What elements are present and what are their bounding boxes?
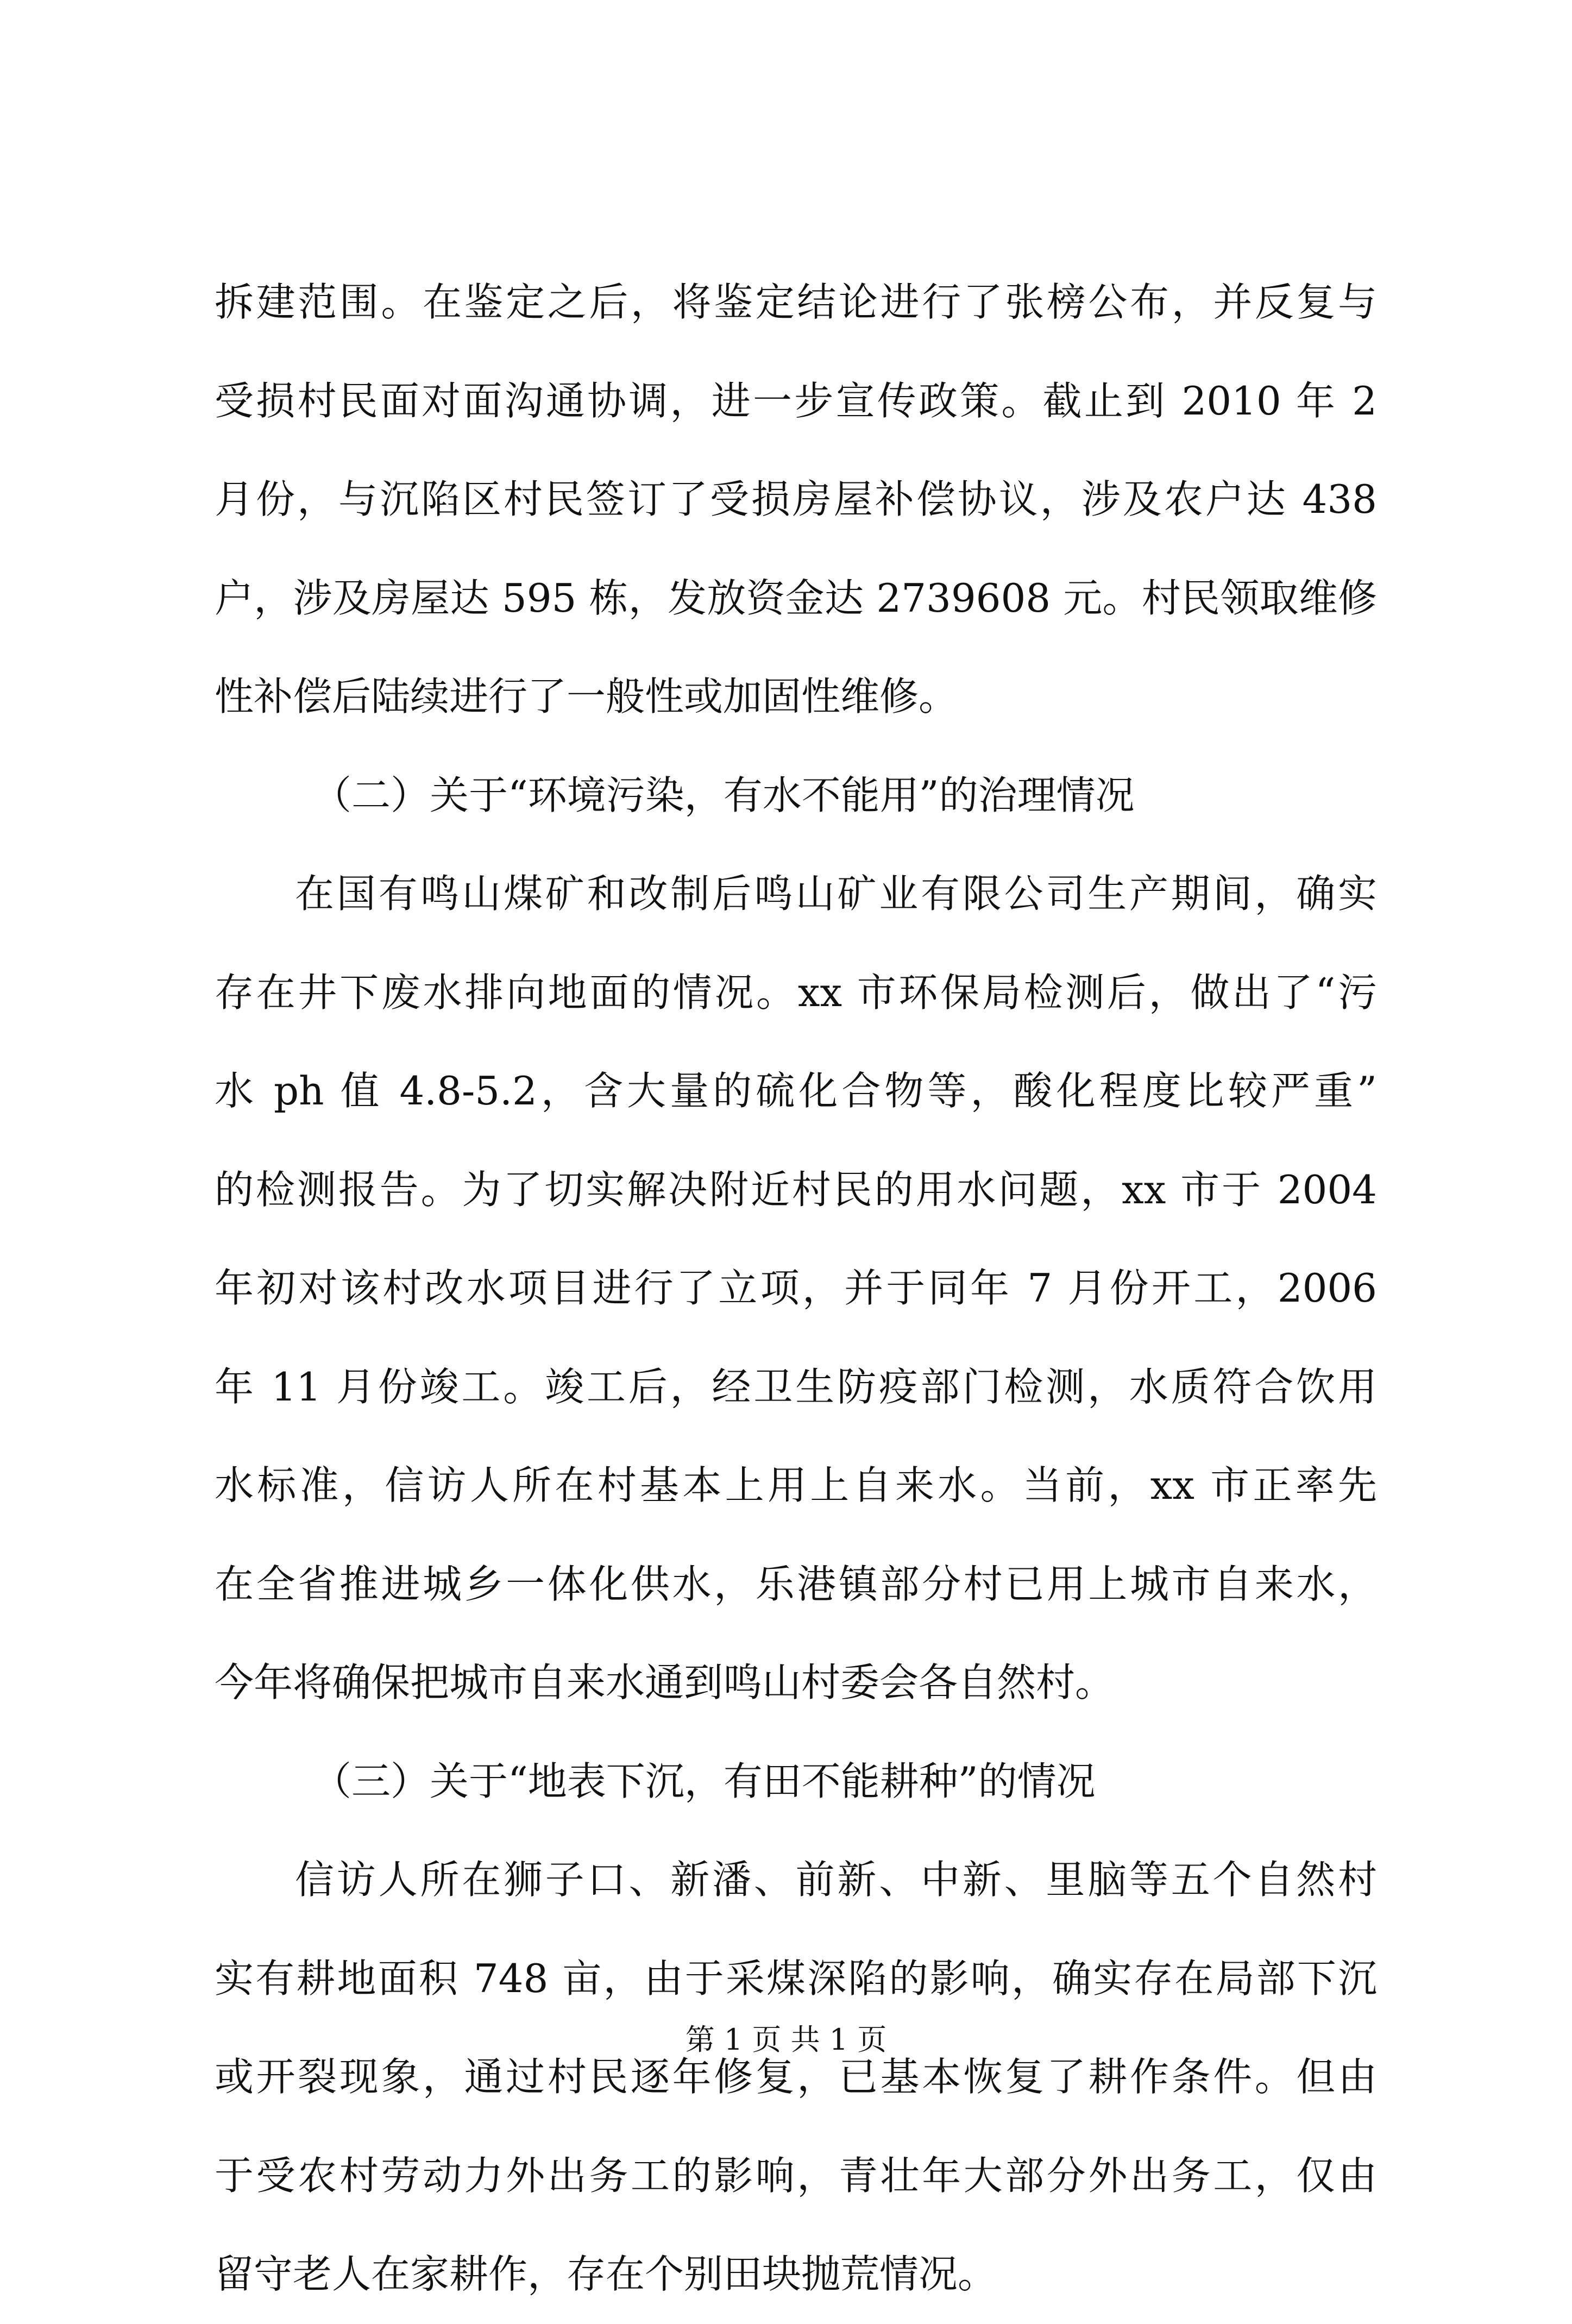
paragraph-line: 信访人所在狮子口、新潘、前新、中新、里脑等五个自然村 <box>295 1857 1377 1902</box>
paragraph-line: 受损村民面对面沟通协调，进一步宣传政策。截止到 2010 年 2 <box>215 378 1377 424</box>
document-body <box>215 253 1377 2324</box>
paragraph-line: 留守老人在家耕作，存在个别田块抛荒情况。 <box>215 2251 997 2297</box>
paragraph-line: 年 11 月份竣工。竣工后，经卫生防疫部门检测，水质符合饮用 <box>215 1364 1377 1410</box>
page-number-footer: 第 1 页 共 1 页 <box>685 2022 887 2057</box>
paragraph-line: 水 ph 值 4.8-5.2，含大量的硫化合物等，酸化程度比较严重” <box>215 1068 1377 1114</box>
paragraph-line: 水标准，信访人所在村基本上用上自来水。当前，xx 市正率先 <box>215 1462 1377 1508</box>
paragraph-line: 户，涉及房屋达 595 栋，发放资金达 2739608 元。村民领取维修 <box>215 575 1377 621</box>
paragraph-line: 拆建范围。在鉴定之后，将鉴定结论进行了张榜公布，并反复与 <box>215 279 1377 325</box>
section-heading: （三）关于“地表下沉，有田不能耕种”的情况 <box>312 1758 1096 1804</box>
paragraph-line: 今年将确保把城市自来水通到鸣山村委会各自然村。 <box>215 1660 1115 1705</box>
paragraph-line: 于受农村劳动力外出务工的影响，青壮年大部分外出务工，仅由 <box>215 2152 1377 2199</box>
paragraph-line: 或开裂现象，通过村民逐年修复，已基本恢复了耕作条件。但由 <box>215 2054 1377 2100</box>
section-heading: （二）关于“环境污染，有水不能用”的治理情况 <box>312 772 1135 818</box>
paragraph-line: 在全省推进城乡一体化供水，乐港镇部分村已用上城市自来水， <box>215 1561 1377 1607</box>
paragraph-line: 性补偿后陆续进行了一般性或加固性维修。 <box>215 674 958 719</box>
paragraph-line: 在国有鸣山煤矿和改制后鸣山矿业有限公司生产期间，确实 <box>295 871 1377 916</box>
paragraph-line: 月份，与沉陷区村民签订了受损房屋补偿协议，涉及农户达 438 <box>215 476 1377 522</box>
paragraph-line: 存在井下废水排向地面的情况。xx 市环保局检测后，做出了“污 <box>215 969 1377 1015</box>
paragraph-line: 的检测报告。为了切实解决附近村民的用水问题，xx 市于 2004 <box>215 1166 1377 1213</box>
paragraph-line: 实有耕地面积 748 亩，由于采煤深陷的影响，确实存在局部下沉 <box>215 1955 1377 2001</box>
paragraph-line: 年初对该村改水项目进行了立项，并于同年 7 月份开工，2006 <box>215 1265 1377 1311</box>
